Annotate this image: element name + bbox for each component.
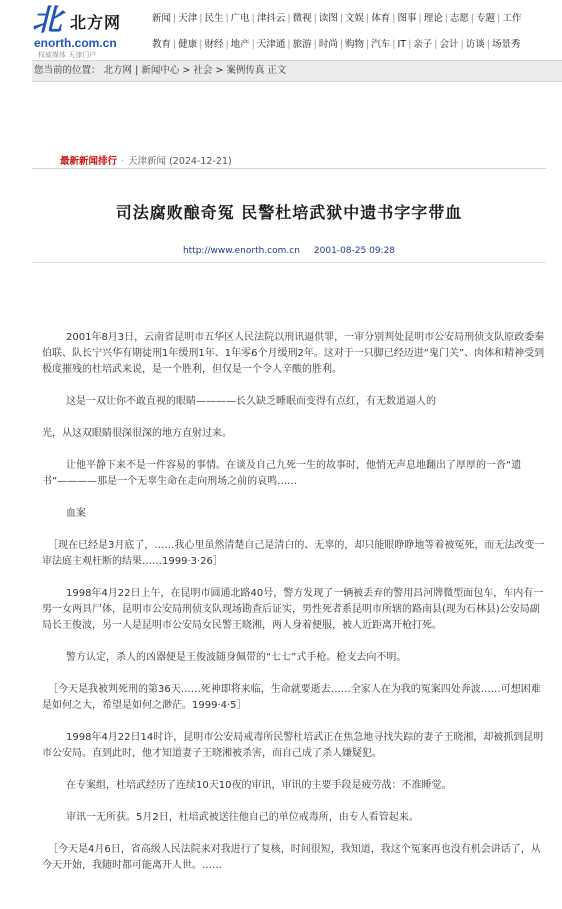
nav-separator: | [434,39,438,50]
nav-link[interactable]: 工作 [502,13,522,24]
ticker-separator: · [121,156,125,167]
article-source-url[interactable]: http://www.enorth.com.cn [182,246,300,256]
nav-link[interactable]: 汽车 [371,39,391,50]
nav-separator: | [251,13,255,24]
nav-separator: | [225,13,229,24]
nav-link[interactable]: 时尚 [318,39,338,50]
nav-link[interactable]: 津抖云 [256,13,286,24]
nav-separator: | [199,39,203,50]
nav-link[interactable]: 新闻 [152,13,172,24]
nav-link[interactable]: 图事 [397,13,417,24]
nav-link[interactable]: 广电 [230,13,250,24]
breadcrumb-separator: > [212,65,227,76]
latest-news-item[interactable]: 天津新闻 (2024-12-21) [128,156,232,167]
nav-link[interactable]: 访谈 [465,39,485,50]
article-paragraph: 让他平静下来不是一件容易的事情。在谈及自己九死一生的故事时，他悄无声息地翻出了厚厚的一沓“遗书”————那是一个无辜生命在走向刑场之前的哀鸣…… [42,460,522,487]
breadcrumb-prefix: 您当前的位置： [34,65,101,76]
nav-link[interactable]: 天津 [178,13,198,24]
breadcrumb-separator: | [132,65,142,76]
article-paragraph: 在专案组，杜培武经历了连续10天10夜的审讯，审讯的主要手段是疲劳战：不准睡觉。 [66,780,452,791]
nav-link[interactable]: 志愿 [449,13,469,24]
latest-news-label[interactable]: 最新新闻排行 [60,156,118,167]
top-nav [152,12,562,64]
nav-link[interactable]: 体育 [371,13,391,24]
nav-separator: | [418,13,422,24]
nav-separator: | [199,13,203,24]
nav-link[interactable]: 文娱 [345,13,365,24]
article-quote: ［现在已经是3月底了，……我心里虽然清楚自己是清白的、无辜的，却只能眼睁睁地等着被冤死，而无法改变一审法庭主观枉断的结果……1999·3·26］ [42,540,545,567]
logo-text: 北方网 [70,13,122,32]
article-paragraph: 审讯一无所获。5月2日，杜培武被送往他自己的单位戒毒所，由专人看管起来。 [66,812,419,823]
section-heading: 血案 [66,508,86,519]
nav-separator: | [392,39,396,50]
nav-link[interactable]: IT [397,39,407,50]
article-paragraph: 1998年4月22日上午，在昆明市圆通北路40号，警方发现了一辆被丢弃的警用昌河牌微型面包车，车内有一男一女两具尸体，昆明市公安局刑侦支队现场勘查后证实，男性死者系昆明市所辖的路南县(现为石林县)公安局副局长王俊波，另一人是昆明市公安局女民警王晓湘，两人身着便服，被人近距离开枪打死。 [42,588,544,631]
nav-separator: | [339,39,344,50]
article-quote: ［今天是我被判死刑的第36天……死神即将来临，生命就要逝去……全家人在为我的冤案四处奔波……可想困难是如何之大，希望是如何之渺茫。1999·4·5］ [42,684,541,711]
nav-separator: | [366,13,370,24]
logo-domain: enorth.com.cn [34,36,117,50]
nav-separator: | [287,13,291,24]
breadcrumb-current: 正文 [267,65,287,76]
article-paragraph: 2001年8月3日，云南省昆明市五华区人民法院以刑讯逼供罪，一审分别判处昆明市公安局刑侦支队原政委秦伯联、队长宁兴华有期徒刑1年缓刑1年、1年零6个月缓刑2年。这对于一只脚已经迈进“鬼门关”、肉体和精神受到极度摧残的杜培武来说，是一个胜利，但仅是一个令人辛酸的胜利。 [42,332,545,375]
nav-separator: | [339,13,344,24]
breadcrumb-link-home[interactable]: 北方网 [103,65,133,76]
logo-slogan: 权威媒体 天津门户 [38,51,97,59]
site-logo[interactable] [32,2,147,58]
nav-separator: | [173,13,177,24]
article-title: 司法腐败酿奇冤 民警杜培武狱中遗书字字带血 [115,203,463,222]
nav-separator: | [392,13,396,24]
page [32,0,562,909]
breadcrumb-separator: > [179,65,194,76]
logo-mark: 北 [32,3,62,38]
nav-row-primary [152,12,562,26]
latest-news-ticker [60,153,232,167]
nav-separator: | [486,39,490,50]
article-paragraph: 光，从这双眼睛很深很深的地方直射过来。 [42,428,232,439]
article-paragraph: 警方认定，杀人的凶器便是王俊波随身佩带的“七七”式手枪。枪支去向不明。 [66,652,407,663]
nav-separator: | [470,13,475,24]
article-quote: ［今天是4月6日，省高级人民法院来对我进行了复核，时间很短，我知道，我这个冤案再也没有机会讲话了，从今天开始，我随时都可能离开人世。…… [42,844,541,871]
nav-link[interactable]: 地产 [230,39,250,50]
nav-separator: | [287,39,291,50]
breadcrumb-link-news[interactable]: 新闻中心 [141,65,180,76]
nav-separator: | [313,13,317,24]
nav-separator: | [460,39,464,50]
nav-separator: | [408,39,412,50]
nav-link[interactable]: 购物 [345,39,365,50]
divider [32,168,546,169]
divider [32,262,546,263]
breadcrumb-link-cases[interactable]: 案例传真 [226,65,265,76]
nav-link[interactable]: 读图 [318,13,338,24]
site-header [32,0,562,60]
nav-separator: | [251,39,255,50]
nav-link[interactable]: 会计 [439,39,459,50]
nav-link[interactable]: 理论 [423,13,443,24]
nav-link[interactable]: 亲子 [413,39,433,50]
nav-separator: | [497,13,501,24]
nav-separator: | [173,39,177,50]
nav-link[interactable]: 旅游 [292,39,312,50]
article-body [42,330,546,890]
nav-link[interactable]: 场景秀 [491,39,521,50]
nav-link[interactable]: 财经 [204,39,224,50]
nav-link[interactable]: 专题 [476,13,496,24]
nav-link[interactable]: 教育 [152,39,172,50]
article-paragraph: 这是一双让你不敢直视的眼睛————长久缺乏睡眠而变得有点红，有无数道逼人的 [66,396,436,407]
nav-row-secondary [152,38,562,52]
nav-link[interactable]: 民生 [204,13,224,24]
nav-separator: | [366,39,370,50]
nav-link[interactable]: 微视 [292,13,312,24]
breadcrumb-link-society[interactable]: 社会 [193,65,213,76]
nav-separator: | [225,39,229,50]
article-meta [32,246,546,256]
article-paragraph: 1998年4月22日14时许，昆明市公安局戒毒所民警杜培武正在焦急地寻找失踪的妻子王晓湘，却被抓到昆明市公安局。直到此时，他才知道妻子王晓湘被杀害，而自己成了杀人嫌疑犯。 [42,732,544,759]
nav-separator: | [444,13,448,24]
article-date: 2001-08-25 09:28 [313,246,396,256]
nav-link[interactable]: 天津通 [256,39,286,50]
nav-separator: | [313,39,317,50]
nav-link[interactable]: 健康 [178,39,198,50]
